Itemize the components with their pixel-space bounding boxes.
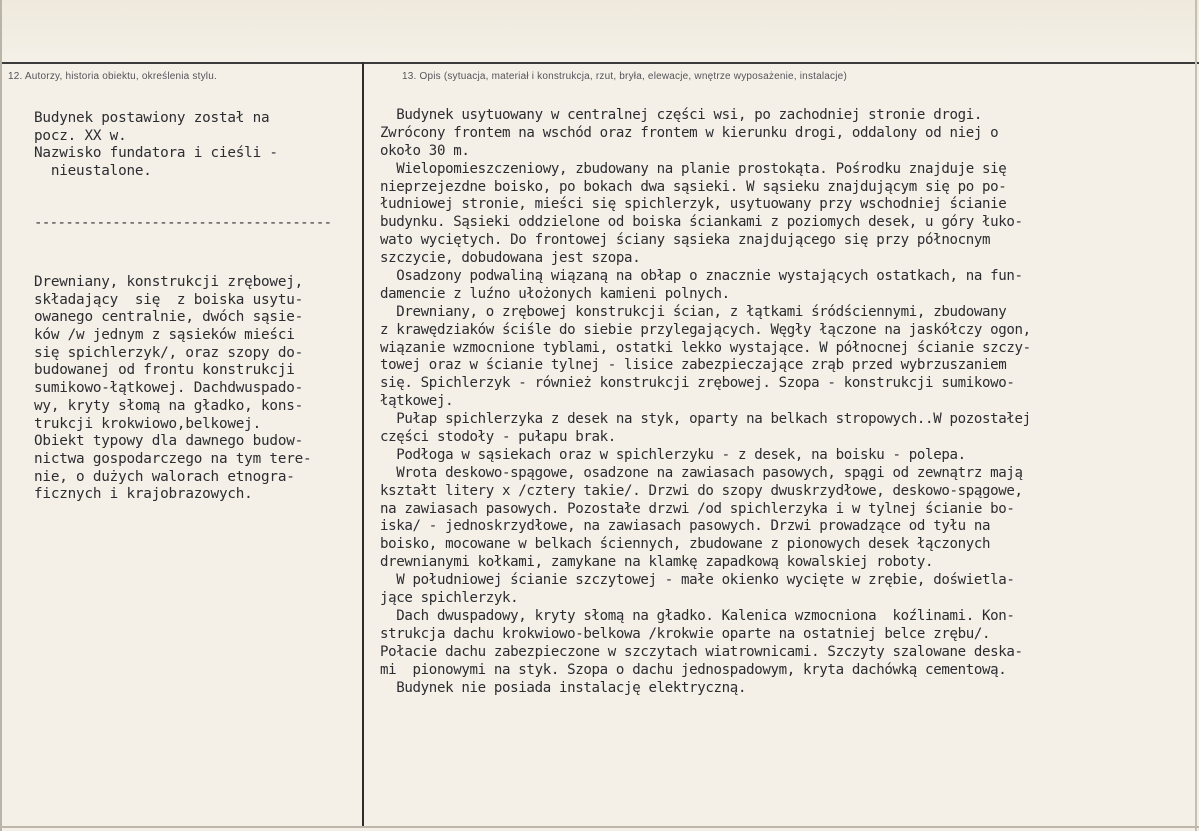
card-right-edge — [1195, 0, 1197, 831]
text-line: budynku. Sąsieki oddzielone od boiska ściankami z poziomych desek, u góry łuko- — [380, 214, 1023, 231]
text-line: Podłoga w sąsiekach oraz w spichlerzyku - z desek, na boisku - polepa. — [380, 446, 966, 463]
section-12-header: 12. Autorzy, historia obiektu, określenia stylu. — [8, 71, 217, 82]
text-line: Budynek usytuowany w centralnej części wsi, po zachodniej stronie drogi. — [380, 107, 983, 123]
text-line: wy, kryty słomą na gładko, kons- — [34, 397, 304, 414]
text-line: owanego centralnie, dwóch sąsie- — [34, 309, 304, 326]
text-line: Dach dwuspadowy, kryty słomą na gładko. Kalenica wzmocniona koźlinami. Kon- — [380, 607, 1015, 624]
text-line: kształt litery x /cztery takie/. Drzwi do szopy dwuskrzydłowe, deskowo-spągowe, — [380, 482, 1023, 499]
text-line: wato wyciętych. Do frontowej ściany sąsieka znajdującego się przy północnym — [380, 232, 991, 249]
text-line: łudniowej stronie, mieści się spichlerzyk, usytuowany przy wschodniej ścianie — [380, 196, 1007, 213]
text-line: części stodoły - pułapu brak. — [380, 429, 616, 446]
text-line: Połacie dachu zabezpieczone w szczytach wiatrownicami. Szczyty szalowane deska- — [380, 643, 1023, 660]
text-line: sumikowo-łątkowej. Dachdwuspado- — [34, 380, 304, 397]
text-line: Wielopomieszczeniowy, zbudowany na planie prostokąta. Pośrodku znajduje się — [380, 160, 1007, 177]
column-divider — [362, 62, 364, 826]
text-line: ficznych i krajobrazowych. — [34, 486, 253, 503]
text-line: na zawiasach pasowych. Pozostałe drzwi /od spichlerzyka i w tylnej ścianie bo- — [380, 500, 1015, 517]
text-line: Wrota deskowo-spągowe, osadzone na zawiasach pasowych, spągi od zewnątrz mają — [380, 464, 1023, 481]
text-line: iska/ - jednoskrzydłowe, na zawiasach pasowych. Drzwi prowadzące od tyłu na — [380, 518, 991, 535]
text-line: jące spichlerzyk. — [380, 590, 519, 607]
text-line: wiązanie wzmocnione tyblami, ostatki lekko wystające. W północnej ścianie szczy- — [380, 339, 1031, 356]
text-line: Nazwisko fundatora i cieśli - — [34, 145, 278, 162]
card-left-edge — [0, 0, 2, 831]
text-line: boisko, mocowane w belkach ściennych, zbudowane z pionowych desek łączonych — [380, 536, 991, 553]
text-line: strukcja dachu krokwiowo-belkowa /krokwie oparte na ostatniej belce zrębu/. — [380, 625, 991, 642]
text-line: Drewniany, o zrębowej konstrukcji ścian, z łątkami śródściennymi, zbudowany — [380, 303, 1007, 320]
text-line: Obiekt typowy dla dawnego budow- — [34, 433, 304, 450]
text-line: Pułap spichlerzyka z desek na styk, oparty na belkach stropowych..W pozostałej — [380, 411, 1031, 428]
text-line: z krawędziaków ściśle do siebie przylegających. Węgły łączone na jaskółczy ogon, — [380, 321, 1031, 338]
text-line: nictwa gospodarczego na tym tere- — [34, 450, 312, 467]
style-text — [34, 274, 311, 504]
text-line: nieprzejezdne boisko, po bokach dwa sąsieki. W sąsieku znajdującym się po po- — [380, 178, 1007, 195]
text-line: Budynek nie posiada instalację elektryczną. — [380, 679, 747, 696]
text-line: trukcji krokwiowo,belkowej. — [34, 415, 262, 432]
card-bottom-edge — [0, 826, 1199, 828]
text-line: około 30 m. — [380, 142, 470, 159]
text-line: Budynek postawiony został na — [34, 110, 270, 126]
text-line: się spichlerzyk/, oraz szopy do- — [34, 344, 304, 361]
text-line: mi pionowymi na styk. Szopa o dachu jednospadowym, kryta dachówką cementową. — [380, 661, 1007, 678]
text-line: nieustalone. — [34, 163, 152, 180]
text-line: drewnianymi kołkami, zamykane na klamkę zapadkową kowalskiej roboty. — [380, 554, 934, 571]
text-line: składający się z boiska usytu- — [34, 291, 304, 308]
text-line: ków /w jednym z sąsieków mieści — [34, 327, 295, 344]
card-top-margin — [0, 0, 1199, 60]
text-line: W południowej ścianie szczytowej - małe okienko wycięte w zrębie, doświetla- — [380, 572, 1015, 589]
text-line: nie, o dużych walorach etnogra- — [34, 468, 295, 485]
dash-separator: -------------------------------------- — [34, 215, 332, 231]
text-line: pocz. XX w. — [34, 127, 127, 144]
text-line: damencie z luźno ułożonych kamieni polnych. — [380, 285, 730, 302]
text-line: się. Spichlerzyk - również konstrukcji zrębowej. Szopa - konstrukcji sumikowo- — [380, 375, 1015, 392]
text-line: łątkowej. — [380, 393, 454, 410]
text-line: szczycie, dobudowana jest szopa. — [380, 250, 641, 267]
text-line: towej oraz w ścianie tylnej - lisice zabezpieczające zrąb przed wybrzuszaniem — [380, 357, 1007, 374]
text-line: Zwrócony frontem na wschód oraz frontem w kierunku drogi, oddalony od niej o — [380, 124, 999, 141]
text-line: Drewniany, konstrukcji zrębowej, — [34, 274, 304, 290]
text-line: Osadzony podwaliną wiązaną na obłap o znacznie wystających ostatkach, na fun- — [380, 268, 1023, 285]
section-13-header: 13. Opis (sytuacja, materiał i konstrukcja, rzut, bryła, elewacje, wnętrze wyposażenie, instalacje) — [402, 71, 847, 82]
text-line: budowanej od frontu konstrukcji — [34, 362, 295, 379]
header-rule — [0, 62, 1199, 64]
description-text — [380, 107, 1031, 697]
history-text — [34, 110, 278, 181]
